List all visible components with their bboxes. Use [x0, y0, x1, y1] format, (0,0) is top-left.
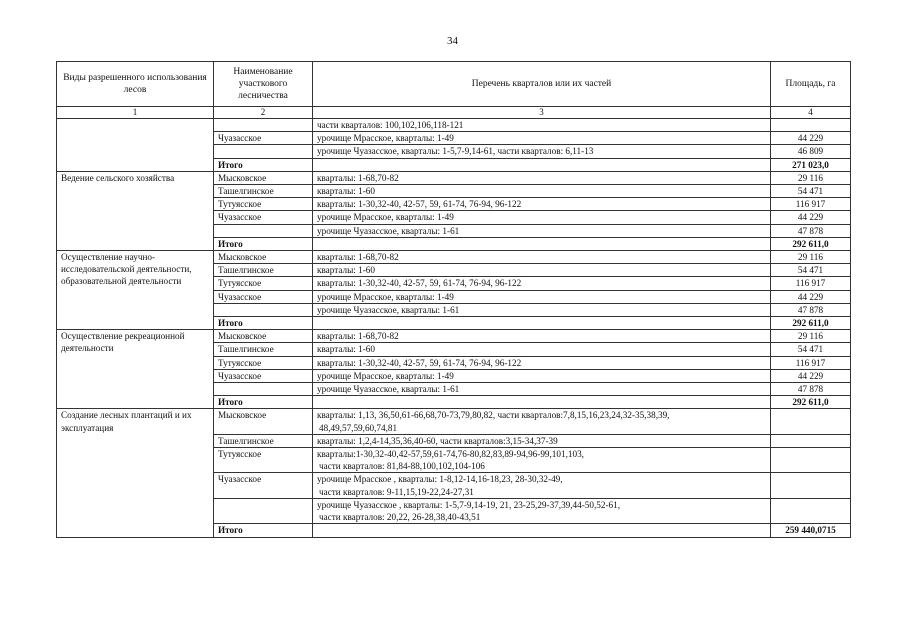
quarters-cell [313, 498, 771, 523]
area-cell: 44 229 [771, 290, 851, 303]
total-value: 271 023,0 [771, 158, 851, 171]
quarters-line: урочище Мрасское , кварталы: 1-8,12-14,16-18,23, 28-30,32-49, [317, 474, 563, 485]
quarters-cell [313, 343, 771, 356]
forestry-cell: Чуазасское [214, 290, 313, 303]
quarters-cell [313, 145, 771, 158]
quarters-cell [313, 290, 771, 303]
quarters-cell [313, 330, 771, 343]
total-value: 292 611,0 [771, 317, 851, 330]
quarters-cell [313, 303, 771, 316]
quarters-line: кварталы: 1-68,70-82 [317, 252, 399, 263]
forestry-cell: Чуазасское [214, 369, 313, 382]
forestry-cell [214, 119, 313, 132]
area-cell: 54 471 [771, 343, 851, 356]
forestry-cell: Тутуясское [214, 198, 313, 211]
quarters-cell [313, 369, 771, 382]
area-cell [771, 434, 851, 447]
area-cell: 47 878 [771, 224, 851, 237]
header-quarters: Перечень кварталов или их частей [313, 62, 771, 107]
quarters-line: урочище Чуазасское, кварталы: 1-61 [317, 225, 460, 236]
quarters-line: кварталы: 1-68,70-82 [317, 331, 399, 342]
area-cell: 44 229 [771, 211, 851, 224]
quarters-line: урочище Чуазасское , кварталы: 1-5,7-9,14-19, 21, 23-25,29-37,39,44-50,52-61, [317, 499, 621, 510]
forestry-cell [214, 303, 313, 316]
quarters-cell [313, 198, 771, 211]
area-cell: 54 471 [771, 185, 851, 198]
forestry-cell: Ташелгинское [214, 185, 313, 198]
column-number: 2 [214, 107, 313, 119]
column-number: 1 [57, 107, 214, 119]
header-forestry: Наименование участкового лесничества [214, 62, 313, 107]
forestry-cell: Тутуясское [214, 448, 313, 473]
quarters-line: кварталы: 1-60 [317, 186, 375, 197]
quarters-line: кварталы: 1,2,4-14,35,36,40-60, части кварталов:3,15-34,37-39 [317, 435, 558, 446]
area-cell: 47 878 [771, 303, 851, 316]
quarters-cell [313, 434, 771, 447]
total-label: Итого [214, 237, 313, 250]
table-row [57, 119, 851, 132]
quarters-cell [313, 224, 771, 237]
quarters-cell [313, 211, 771, 224]
quarters-line: урочище Мрасское, кварталы: 1-49 [317, 133, 454, 144]
total-value: 259 440,0715 [771, 524, 851, 537]
quarters-line: урочище Чуазасское, кварталы: 1-61 [317, 384, 460, 395]
area-cell: 47 878 [771, 383, 851, 396]
forestry-cell: Мысковское [214, 330, 313, 343]
quarters-line: урочище Мрасское, кварталы: 1-49 [317, 370, 454, 381]
forestry-cell [214, 498, 313, 523]
forestry-cell: Ташелгинское [214, 343, 313, 356]
area-cell: 116 917 [771, 198, 851, 211]
forestry-cell: Чуазасское [214, 211, 313, 224]
header-area: Площадь, га [771, 62, 851, 107]
quarters-line: части кварталов: 9-11,15,19-22,24-27,31 [319, 486, 474, 497]
area-cell: 116 917 [771, 356, 851, 369]
quarters-line: кварталы: 1,13, 36,50,61-66,68,70-73,79,80,82, части кварталов:7,8,15,16,23,24,32-35,38,39, [317, 410, 670, 421]
quarters-cell [313, 448, 771, 473]
forestry-cell: Мысковское [214, 251, 313, 264]
quarters-line: части кварталов: 81,84-88,100,102,104-106 [319, 461, 485, 472]
area-cell [771, 473, 851, 498]
area-cell: 29 116 [771, 330, 851, 343]
area-cell: 44 229 [771, 369, 851, 382]
quarters-line: урочище Мрасское, кварталы: 1-49 [317, 291, 454, 302]
quarters-cell [313, 264, 771, 277]
area-cell: 46 809 [771, 145, 851, 158]
forestry-cell: Ташелгинское [214, 264, 313, 277]
quarters-line: кварталы: 1-30,32-40, 42-57, 59, 61-74, 76-94, 96-122 [317, 199, 522, 210]
forestry-cell: Чуазасское [214, 473, 313, 498]
use-kind-cell: Осуществление рекреационной деятельности [57, 330, 214, 409]
quarters-line: части кварталов: 20,22, 26-28,38,40-43,51 [319, 512, 481, 523]
total-empty-cell [313, 158, 771, 171]
column-number: 4 [771, 107, 851, 119]
area-cell [771, 409, 851, 434]
quarters-line: кварталы: 1-30,32-40, 42-57, 59, 61-74, 76-94, 96-122 [317, 278, 522, 289]
quarters-line: кварталы:1-30,32-40,42-57,59,61-74,76-80,82,83,89-94,96-99,101,103, [317, 449, 584, 460]
forestry-cell: Ташелгинское [214, 434, 313, 447]
total-label: Итого [214, 396, 313, 409]
table-row [57, 171, 851, 184]
use-kind-cell [57, 119, 214, 172]
total-empty-cell [313, 396, 771, 409]
forestry-cell: Тутуясское [214, 277, 313, 290]
quarters-line: урочище Чуазасское, кварталы: 1-5,7-9,14-61, части кварталов: 6,11-13 [317, 146, 594, 157]
quarters-cell [313, 409, 771, 434]
table-row [57, 409, 851, 434]
total-value: 292 611,0 [771, 237, 851, 250]
area-cell: 29 116 [771, 251, 851, 264]
area-cell: 44 229 [771, 132, 851, 145]
area-cell: 29 116 [771, 171, 851, 184]
area-cell [771, 498, 851, 523]
quarters-line: кварталы: 1-60 [317, 344, 375, 355]
quarters-cell [313, 356, 771, 369]
header-kind: Виды разрешенного использования лесов [57, 62, 214, 107]
use-kind-cell: Осуществление научно-исследовательской деятельности, образовательной деятельности [57, 251, 214, 330]
total-empty-cell [313, 317, 771, 330]
total-label: Итого [214, 158, 313, 171]
quarters-line: урочище Чуазасское, кварталы: 1-61 [317, 304, 460, 315]
forest-use-table [56, 61, 851, 538]
forestry-cell [214, 145, 313, 158]
quarters-cell [313, 171, 771, 184]
forestry-cell: Мысковское [214, 409, 313, 434]
forestry-cell [214, 383, 313, 396]
total-label: Итого [214, 524, 313, 537]
quarters-line: части кварталов: 100,102,106,118-121 [317, 120, 464, 130]
total-label: Итого [214, 317, 313, 330]
quarters-cell [313, 119, 771, 132]
forestry-cell: Чуазасское [214, 132, 313, 145]
quarters-cell [313, 277, 771, 290]
quarters-line: кварталы: 1-30,32-40, 42-57, 59, 61-74, 76-94, 96-122 [317, 357, 522, 368]
quarters-line: кварталы: 1-60 [317, 265, 375, 276]
area-cell [771, 448, 851, 473]
total-empty-cell [313, 237, 771, 250]
quarters-cell [313, 383, 771, 396]
use-kind-cell: Создание лесных плантаций и их эксплуатация [57, 409, 214, 537]
area-cell: 54 471 [771, 264, 851, 277]
quarters-cell [313, 132, 771, 145]
table-row [57, 251, 851, 264]
column-number: 3 [313, 107, 771, 119]
area-cell [771, 119, 851, 132]
use-kind-cell: Ведение сельского хозяйства [57, 171, 214, 250]
table-row [57, 330, 851, 343]
quarters-line: урочище Мрасское, кварталы: 1-49 [317, 212, 454, 223]
table-body [57, 62, 851, 538]
header-row [57, 62, 851, 107]
quarters-cell [313, 185, 771, 198]
forestry-cell: Тутуясское [214, 356, 313, 369]
column-number-row [57, 107, 851, 119]
total-empty-cell [313, 524, 771, 537]
quarters-line: 48,49,57,59,60,74,81 [319, 422, 398, 433]
quarters-cell [313, 473, 771, 498]
page-number: 34 [447, 35, 458, 47]
quarters-cell [313, 251, 771, 264]
forestry-cell: Мысковское [214, 171, 313, 184]
forestry-cell [214, 224, 313, 237]
total-value: 292 611,0 [771, 396, 851, 409]
area-cell: 116 917 [771, 277, 851, 290]
quarters-line: кварталы: 1-68,70-82 [317, 172, 399, 183]
